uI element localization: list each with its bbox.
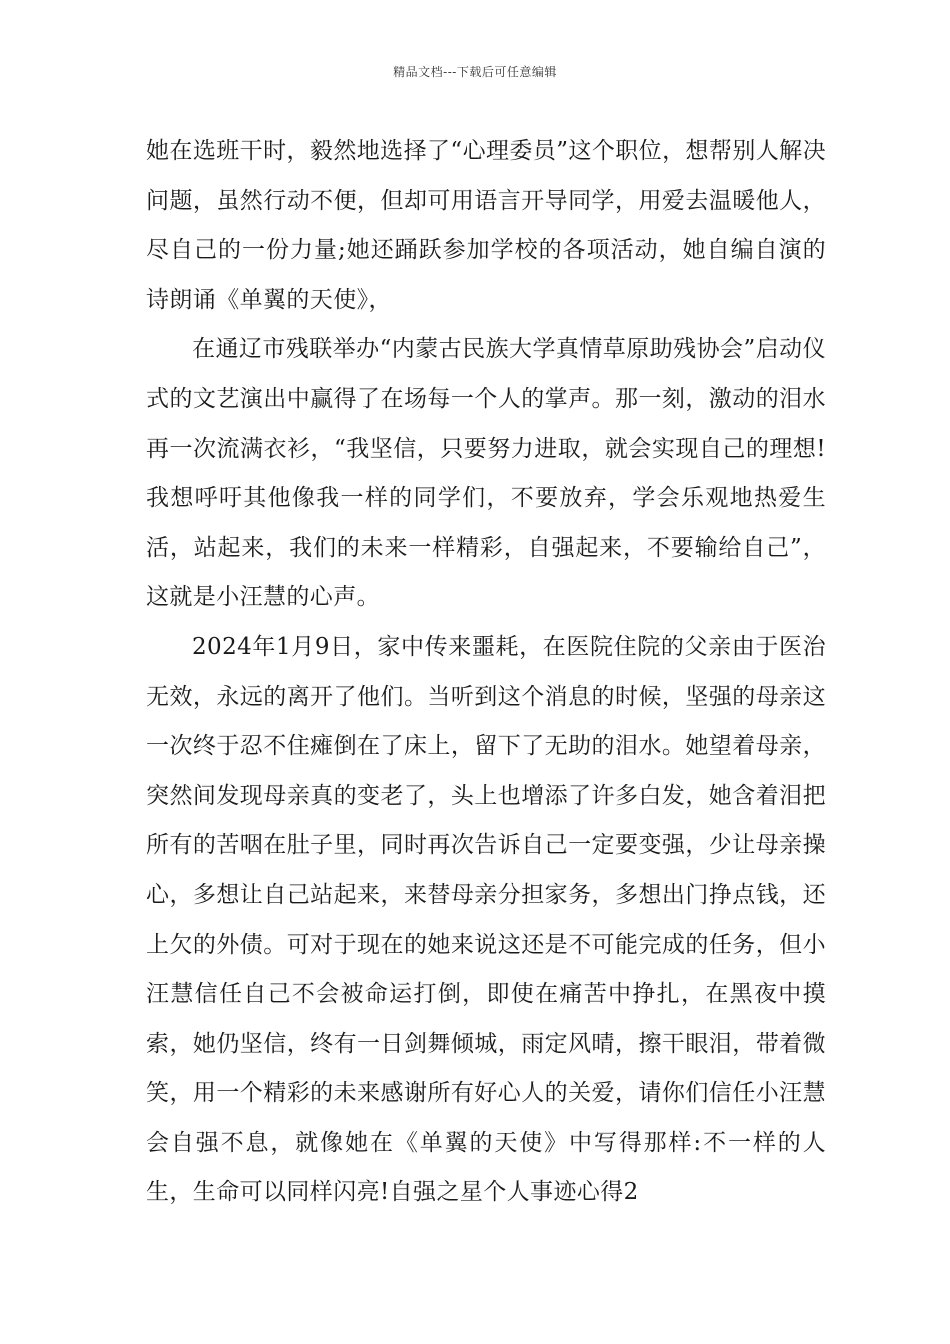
paragraph-2: 在通辽市残联举办“内蒙古民族大学真情草原助残协会”启动仪式的文艺演出中赢得了在场每一个人的掌声。那一刻，激动的泪水再一次流满衣衫，“我坚信，只要努力进取，就会实现自己的理想!我想呼吁其他像我一样的同学们，不要放弃，学会乐观地热爱生活，站起来，我们的未来一样精彩，自强起来，不要输给自己”，这就是小汪慧的心声。 <box>146 336 826 611</box>
paragraph-1: 她在选班干时，毅然地选择了“心理委员”这个职位，想帮别人解决问题，虽然行动不便，但却可用语言开导同学，用爱去温暖他人，尽自己的一份力量;她还踊跃参加学校的各项活动，她自编自演的诗朗诵《单翼的天使》， <box>146 138 826 313</box>
paragraph-3: 2024年1月9日，家中传来噩耗，在医院住院的父亲由于医治无效，永远的离开了他们。当听到这个消息的时候，坚强的母亲这一次终于忍不住瘫倒在了床上，留下了无助的泪水。她望着母亲，突然间发现母亲真的变老了，头上也增添了许多白发，她含着泪把所有的苦咽在肚子里，同时再次告诉自己一定要变强，少让母亲操心，多想让自己站起来，来替母亲分担家务，多想出门挣点钱，还上欠的外债。可对于现在的她来说这还是不可能完成的任务，但小汪慧信任自己不会被命运打倒，即使在痛苦中挣扎，在黑夜中摸索，她仍坚信，终有一日剑舞倾城，雨定风晴，擦干眼泪，带着微笑，用一个精彩的未来感谢所有好心人的关爱，请你们信任小汪慧会自强不息，就像她在《单翼的天使》中写得那样:不一样的人生，生命可以同样闪亮!自强之星个人事迹心得2 <box>146 633 826 1206</box>
document-body <box>146 127 826 1218</box>
page-header: 精品文档---下载后可任意编辑 <box>393 65 557 79</box>
